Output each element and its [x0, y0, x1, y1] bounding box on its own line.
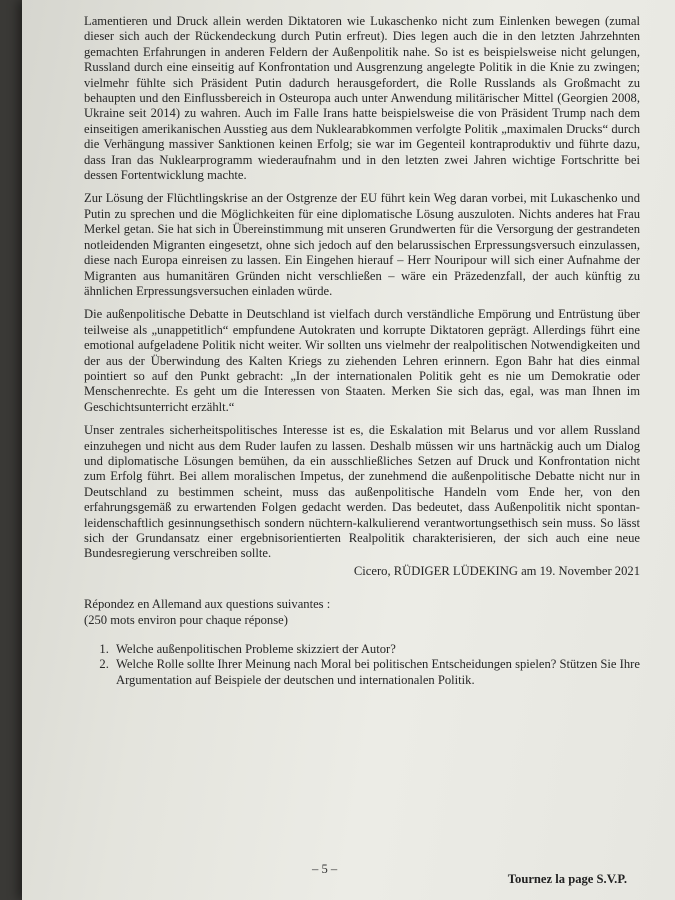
document-page [22, 0, 675, 900]
paragraph-2: Zur Lösung der Flüchtlingskrise an der Ostgrenze der EU führt kein Weg daran vorbei, mit Lukaschenko und Putin zu sprechen und die Möglichkeiten für eine diplomatische Lösung auszuloten. Nichts anderes hat Frau Merkel getan. Sie hat sich in Übereinstimmung mit unseren Grundwerten für die Versorgung der gestrandeten notleidenden Migranten eingesetzt, ohne sich jedoch auf den belarussischen Erpressungsversuch einzulassen, diese nach Europa einreisen zu lassen. Ein Eingehen hierauf – Herr Nouripour will sich einer Aufnahme der Migranten aus humanitären Gründen nicht verschließen – wäre ein Präzedenzfall, der auch künftig zu ähnlichen Erpressungsversuchen einladen würde. [84, 191, 640, 298]
paragraph-4: Unser zentrales sicherheitspolitisches Interesse ist es, die Eskalation mit Belarus und vor allem Russland einzuhegen und nicht aus dem Ruder laufen zu lassen. Deshalb müssen wir uns hartnäckig auch um Dialog und diplomatische Lösungen bemühen, da ein ausschließliches Setzen auf Druck und Konfrontation nicht zum Erfolg führt. Bei allem moralischen Impetus, der zunehmend die außenpolitische Debatte nicht nur in Deutschland zu bestimmen scheint, muss das außenpolitische Handeln vom Ende her, von den erfahrungsgemäß zu erwartenden Folgen gedacht werden. Das bedeutet, dass Außenpolitik nicht spontan-leidenschaftlich gesinnungsethisch sondern nüchtern-kalkulierend verantwortungsethisch sein muss. So lässt sich der Grundansatz einer ergebnisorientierten Realpolitik charakterisieren, der sich auch eine neue Bundesregierung verschreiben sollte. [84, 423, 640, 561]
instructions-line-2: (250 mots environ pour chaque réponse) [84, 612, 288, 627]
question-2: 2. Welche Rolle sollte Ihrer Meinung nach Moral bei politischen Entscheidungen spielen? Stützen Sie Ihre Argumentation auf Beispiele der deutschen und internationalen Politik. [112, 657, 640, 688]
instructions-line-1: Répondez en Allemand aux questions suivantes : [84, 597, 331, 612]
turn-page-note: Tournez la page S.V.P. [507, 872, 627, 886]
paragraph-3: Die außenpolitische Debatte in Deutschland ist vielfach durch verständliche Empörung und Entrüstung über teilweise als „unappetitlich“ empfundene Autokraten und korrupte Diktatoren geprägt. Allerdings führt eine emotional aufgeladene Politik nicht weiter. Wir sollten uns vielmehr der realpolitischen Notwendigkeiten und der aus der Überwindung des Kalten Kriegs zu ziehenden Lehren erinnern. Egon Bahr hat dies einmal pointiert so auf den Punkt gebracht: „In der internationalen Politik geht es nie um Demokratie oder Menschenrechte. Es geht um die Interessen von Staaten. Merken Sie sich das, egal, was man Ihnen im Geschichtsunterricht erzählt.“ [84, 307, 640, 414]
paragraph-1: Lamentieren und Druck allein werden Diktatoren wie Lukaschenko nicht zum Einlenken bewegen (zumal dieser sich auch der Rückendeckung durch Putin erfreut). Dies legen auch die in den letzten Jahrzehnten gemachten Erfahrungen in anderen Feldern der Außenpolitik nahe. So ist es beispielsweise nicht gelungen, Russland durch eine einseitig auf Konfrontation und Ausgrenzung angelegte Politik in die Knie zu zwingen; vielmehr fühlte sich Präsident Putin dadurch herausgefordert, die Rolle Russlands als Großmacht zu behaupten und den Einflussbereich in Osteuropa auch unter Anwendung militärischer Mittel (Georgien 2008, Ukraine seit 2014) zu wahren. Auch im Falle Irans hatte beispielsweise die von Präsident Trump nach dem einseitigen amerikanischen Ausstieg aus dem Nuklearabkommen verfolgte Politik „maximalen Drucks“ durch die Verhängung massiver Sanktionen keinen Erfolg; sie war im Gegenteil kontraproduktiv und führte dazu, dass Iran das Nuklearprogramm wiederaufnahm und in den letzten zwei Jahren wichtige Fortschritte bei dessen Fortentwicklung machte. [84, 14, 640, 183]
page-number: – 5 – [312, 862, 338, 876]
question-1: 1. Welche außenpolitischen Probleme skizziert der Autor? [112, 642, 640, 657]
question-list [84, 642, 640, 688]
document-body [84, 14, 640, 688]
source-signature: Cicero, RÜDIGER LÜDEKING am 19. November 2021 [353, 563, 640, 578]
